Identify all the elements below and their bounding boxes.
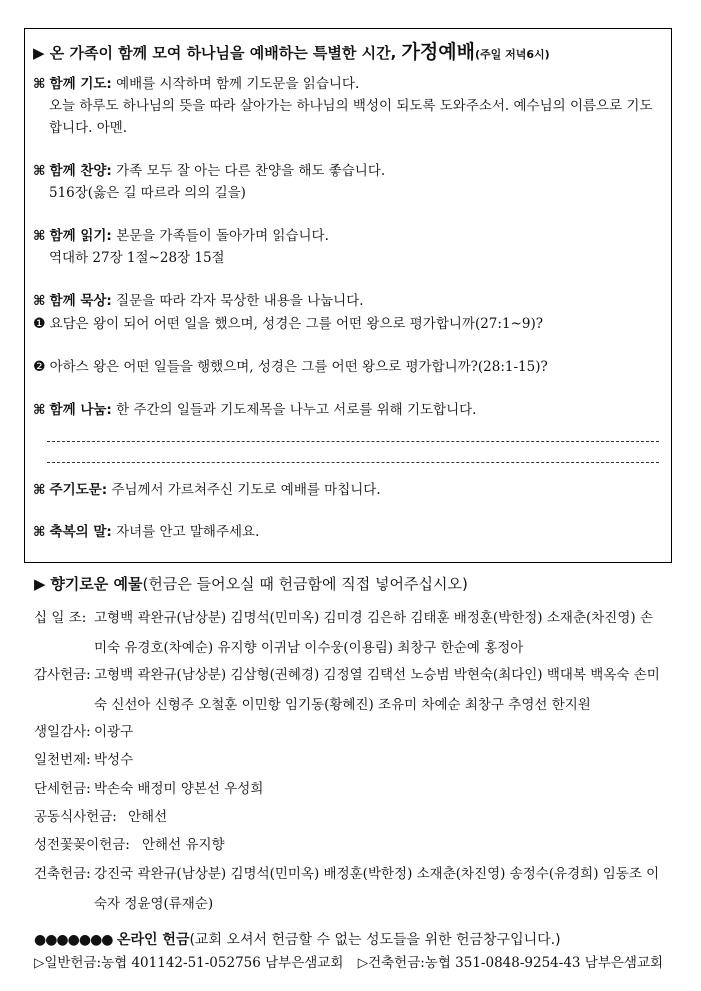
section-text: 가족 모두 잘 아는 다른 찬양을 해도 좋습니다.: [116, 163, 386, 179]
section-heading: 함께 기도:: [49, 76, 112, 92]
section-text: 질문을 따라 각자 묵상한 내용을 나눕니다.: [116, 293, 364, 309]
building-account: ▷건축헌금:농협 351-0848-9254-43 남부은샘교회: [357, 955, 664, 971]
offering-title: [34, 573, 468, 594]
command-icon: ⌘: [33, 402, 46, 418]
question-1: [33, 313, 543, 335]
offering-names: 이광구: [94, 724, 134, 740]
offering-names: 안해선: [128, 809, 168, 825]
offering-title-text: 향기로운 예물: [50, 575, 143, 593]
section-sharing: [33, 399, 665, 421]
command-icon: ⌘: [33, 293, 46, 309]
command-icon: ⌘: [33, 76, 46, 92]
section-blessing: [33, 521, 665, 543]
question-2: [33, 356, 548, 378]
offering-row-birthday: [34, 717, 664, 747]
section-prayer: [33, 73, 665, 139]
section-text: 자녀를 안고 말해주세요.: [116, 524, 260, 540]
command-icon: ⌘: [33, 228, 46, 244]
offering-row-meal: [34, 802, 664, 832]
question-text: 요담은 왕이 되어 어떤 일을 했으며, 성경은 그를 어떤 왕으로 평가합니까(27:1~9)?: [49, 316, 543, 332]
section-detail: 516장(옳은 길 따르라 의의 길을): [49, 185, 246, 201]
section-detail: 오늘 하루도 하나님의 뜻을 따라 살아가는 하나님의 백성이 되도록 도와주소서. 예수님의 이름으로 기도합니다. 아멘.: [49, 98, 653, 136]
section-detail: 역대하 27장 1절~28장 15절: [49, 250, 225, 266]
offering-names: 박손숙 배정미 양본선 우성희: [94, 781, 264, 797]
offering-note: (헌금은 들어오실 때 헌금함에 직접 넣어주십시오): [142, 575, 468, 593]
dashed-line: [47, 441, 659, 442]
command-icon: ⌘: [33, 524, 46, 540]
section-heading: 함께 묵상:: [49, 293, 112, 309]
offering-label: 생일감사:: [34, 724, 91, 740]
worship-title-prefix: ▶ 온 가족이 함께 모여 하나님을 예배하는 특별한 시간,: [33, 44, 397, 62]
online-note: (교회 오셔서 헌금할 수 없는 성도들을 위한 헌금창구입니다.): [189, 932, 561, 948]
offering-row-thanks: [34, 660, 664, 720]
offering-names: 안해선 유지향: [142, 837, 225, 853]
question-text: 아하스 왕은 어떤 일들을 행했으며, 성경은 그를 어떤 왕으로 평가합니까?(28:1-15)?: [49, 359, 548, 375]
worship-title-main: 가정예배: [401, 41, 475, 63]
command-icon: ⌘: [33, 163, 46, 179]
section-text: 예배를 시작하며 함께 기도문을 읽습니다.: [116, 76, 360, 92]
section-reading: [33, 225, 665, 269]
offering-names: 고형백 곽완규(남상분) 김명석(민미옥) 김미경 김은하 김태훈 배정훈(박한정) 소재춘(차진영) 손미숙 유경호(차예순) 유지향 이귀남 이수웅(이용림) 최창구 한순예 홍정아: [94, 610, 653, 656]
offering-names: 고형백 곽완규(남상분) 김삼형(권혜경) 김정열 김택선 노승범 박현숙(최다인) 백대복 백옥숙 손미숙 신선아 신형주 오철훈 이민항 임기동(황혜진) 조유미 차예순 최창구 추영선 한지원: [94, 667, 660, 713]
number-one-icon: ❶: [33, 316, 46, 332]
section-text: 한 주간의 일들과 기도제목을 나누고 서로를 위해 기도합니다.: [116, 402, 477, 418]
dots-icon: ●●●●●●●: [34, 932, 113, 948]
family-worship-box: [24, 28, 672, 563]
section-praise: [33, 160, 665, 204]
offering-label: 일천번제:: [34, 752, 91, 768]
offering-label: 공동식사헌금:: [34, 809, 117, 825]
offering-label: 단세헌금:: [34, 781, 91, 797]
section-heading: 축복의 말:: [49, 524, 112, 540]
offering-row-thousand: [34, 745, 664, 775]
offering-row-tithe: [34, 603, 664, 663]
general-account: ▷일반헌금:농협 401142-51-052756 남부은샘교회: [34, 955, 344, 971]
offering-row-building: [34, 859, 664, 919]
section-heading: 함께 읽기:: [49, 228, 112, 244]
section-lords-prayer: [33, 479, 665, 501]
command-icon: ⌘: [33, 482, 46, 498]
arrow-icon: ▶: [34, 575, 46, 593]
offering-names: 박성수: [94, 752, 134, 768]
online-offering-title: [34, 929, 561, 949]
online-title-text: 온라인 헌금: [116, 932, 190, 948]
offering-row-single: [34, 774, 664, 804]
offering-names: 강진국 곽완규(남상분) 김명석(민미옥) 배정훈(박한정) 소재춘(차진영) 송정수(유경희) 임동조 이숙자 정윤영(류재순): [94, 866, 660, 912]
section-heading: 주기도문:: [49, 482, 108, 498]
online-accounts: [34, 951, 663, 971]
number-two-icon: ❷: [33, 359, 46, 375]
section-meditation: [33, 290, 665, 312]
section-text: 본문을 가족들이 돌아가며 읽습니다.: [116, 228, 329, 244]
worship-title-time: (주일 저녁6시): [474, 48, 550, 61]
section-heading: 함께 찬양:: [49, 163, 112, 179]
offering-label: 성전꽃꽂이헌금:: [34, 837, 130, 853]
offering-label: 건축헌금:: [34, 866, 91, 882]
dashed-line: [47, 462, 659, 463]
section-heading: 함께 나눔:: [49, 402, 112, 418]
section-text: 주님께서 가르쳐주신 기도로 예배를 마칩니다.: [111, 482, 381, 498]
offering-row-flower: [34, 830, 664, 860]
offering-label: 십 일 조:: [34, 610, 87, 626]
offering-label: 감사헌금:: [34, 667, 91, 683]
worship-title: [33, 37, 550, 64]
